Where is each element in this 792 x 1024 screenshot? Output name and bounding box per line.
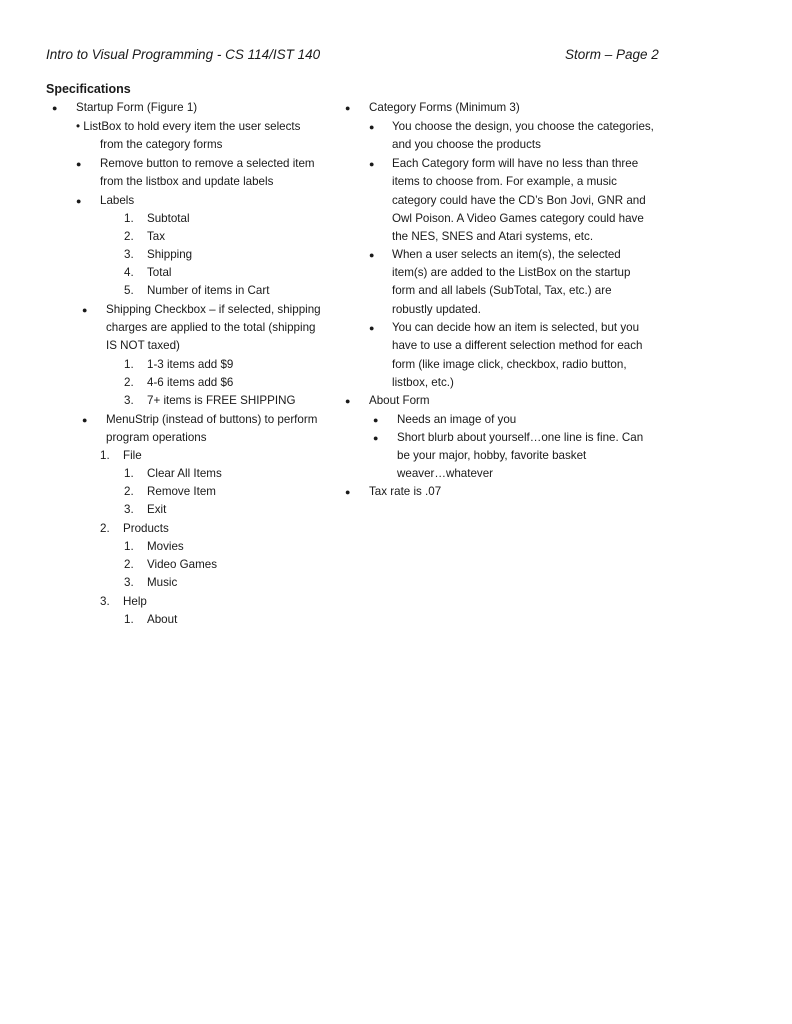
bullet: ●: [82, 415, 88, 425]
bullet: ●: [369, 122, 375, 132]
each-category-line-5: the NES, SNES and Atari systems, etc.: [392, 230, 594, 243]
menu-products: Products: [123, 522, 169, 535]
short-blurb-line-1: Short blurb about yourself…one line is fine. Can: [397, 431, 644, 444]
each-category-line-2: items to choose from. For example, a music: [392, 175, 617, 188]
bullet: ●: [76, 159, 82, 169]
menu-item: Remove Item: [147, 485, 216, 498]
short-blurb-line-2: be your major, hobby, favorite basket: [397, 449, 587, 462]
num: 3.: [124, 503, 134, 516]
design-line-1: You choose the design, you choose the categories,: [392, 120, 654, 133]
shipping-rule: 7+ items is FREE SHIPPING: [147, 394, 296, 407]
num: 2.: [124, 230, 134, 243]
menu-item: Clear All Items: [147, 467, 222, 480]
bullet: ●: [76, 196, 82, 206]
menu-file: File: [123, 449, 142, 462]
bullet: ●: [82, 305, 88, 315]
bullet: ●: [369, 250, 375, 260]
each-category-line-3: category could have the CD’s Bon Jovi, GNR and: [392, 194, 646, 207]
shipping-checkbox-line-2: charges are applied to the total (shipping: [106, 321, 316, 334]
listbox-line-2: from the category forms: [100, 138, 223, 151]
label-item: Shipping: [147, 248, 193, 261]
labels-title: Labels: [100, 194, 135, 207]
remove-button-line-2: from the listbox and update labels: [100, 175, 274, 188]
startup-form-item: Startup Form (Figure 1): [76, 101, 198, 114]
bullet: ●: [345, 396, 351, 406]
num: 3.: [100, 595, 110, 608]
shipping-rule: 1-3 items add $9: [147, 358, 234, 371]
each-category-line-1: Each Category form will have no less than three: [392, 157, 639, 170]
label-item: Tax: [147, 230, 166, 243]
num: 3.: [124, 576, 134, 589]
menu-item: Exit: [147, 503, 167, 516]
category-forms-item: Category Forms (Minimum 3): [369, 101, 520, 114]
num: 4.: [124, 266, 134, 279]
about-form-item: About Form: [369, 394, 430, 407]
menu-item: Video Games: [147, 558, 218, 571]
bullet: ●: [373, 415, 379, 425]
you-can-line-4: listbox, etc.): [392, 376, 454, 389]
course-title: Intro to Visual Programming - CS 114/IST 140: [46, 47, 321, 62]
menu-help: Help: [123, 595, 147, 608]
num: 1.: [100, 449, 110, 462]
when-user-line-3: form and all labels (SubTotal, Tax, etc.) are: [392, 284, 612, 297]
bullet: ●: [369, 323, 375, 333]
bullet: ●: [345, 103, 351, 113]
label-item: Number of items in Cart: [147, 284, 270, 297]
num: 2.: [124, 485, 134, 498]
num: 2.: [124, 558, 134, 571]
num: 1.: [124, 358, 134, 371]
menu-item: About: [147, 613, 178, 626]
num: 3.: [124, 248, 134, 261]
label-item: Total: [147, 266, 172, 279]
menustrip-line-2: program operations: [106, 431, 207, 444]
when-user-line-4: robustly updated.: [392, 303, 481, 316]
bullet: ●: [373, 433, 379, 443]
when-user-line-2: item(s) are added to the ListBox on the startup: [392, 266, 631, 279]
shipping-checkbox-line-1: Shipping Checkbox – if selected, shipping: [106, 303, 321, 316]
num: 1.: [124, 540, 134, 553]
num: 1.: [124, 613, 134, 626]
you-can-line-2: have to use a different selection method for each: [392, 339, 643, 352]
design-line-2: and you choose the products: [392, 138, 541, 151]
short-blurb-line-3: weaver…whatever: [397, 467, 494, 480]
shipping-checkbox-line-3: IS NOT taxed): [106, 339, 180, 352]
remove-button-line-1: Remove button to remove a selected item: [100, 157, 315, 170]
you-can-line-3: form (like image click, checkbox, radio button,: [392, 358, 627, 371]
bullet: ●: [345, 487, 351, 497]
each-category-line-4: Owl Poison. A Video Games category could have: [392, 212, 644, 225]
shipping-rule: 4-6 items add $6: [147, 376, 234, 389]
menustrip-line-1: MenuStrip (instead of buttons) to perform: [106, 413, 318, 426]
listbox-line-1: • ListBox to hold every item the user selects: [76, 120, 301, 133]
bullet: ●: [52, 103, 58, 113]
bullet: ●: [369, 159, 375, 169]
page-label: Storm – Page 2: [565, 47, 659, 62]
num: 5.: [124, 284, 134, 297]
num: 2.: [100, 522, 110, 535]
specifications-heading: Specifications: [46, 82, 131, 96]
num: 2.: [124, 376, 134, 389]
menu-item: Music: [147, 576, 178, 589]
num: 3.: [124, 394, 134, 407]
num: 1.: [124, 467, 134, 480]
label-item: Subtotal: [147, 212, 190, 225]
when-user-line-1: When a user selects an item(s), the selected: [392, 248, 621, 261]
num: 1.: [124, 212, 134, 225]
tax-rate-item: Tax rate is .07: [369, 485, 442, 498]
you-can-line-1: You can decide how an item is selected, but you: [392, 321, 640, 334]
needs-image-item: Needs an image of you: [397, 413, 517, 426]
menu-item: Movies: [147, 540, 184, 553]
